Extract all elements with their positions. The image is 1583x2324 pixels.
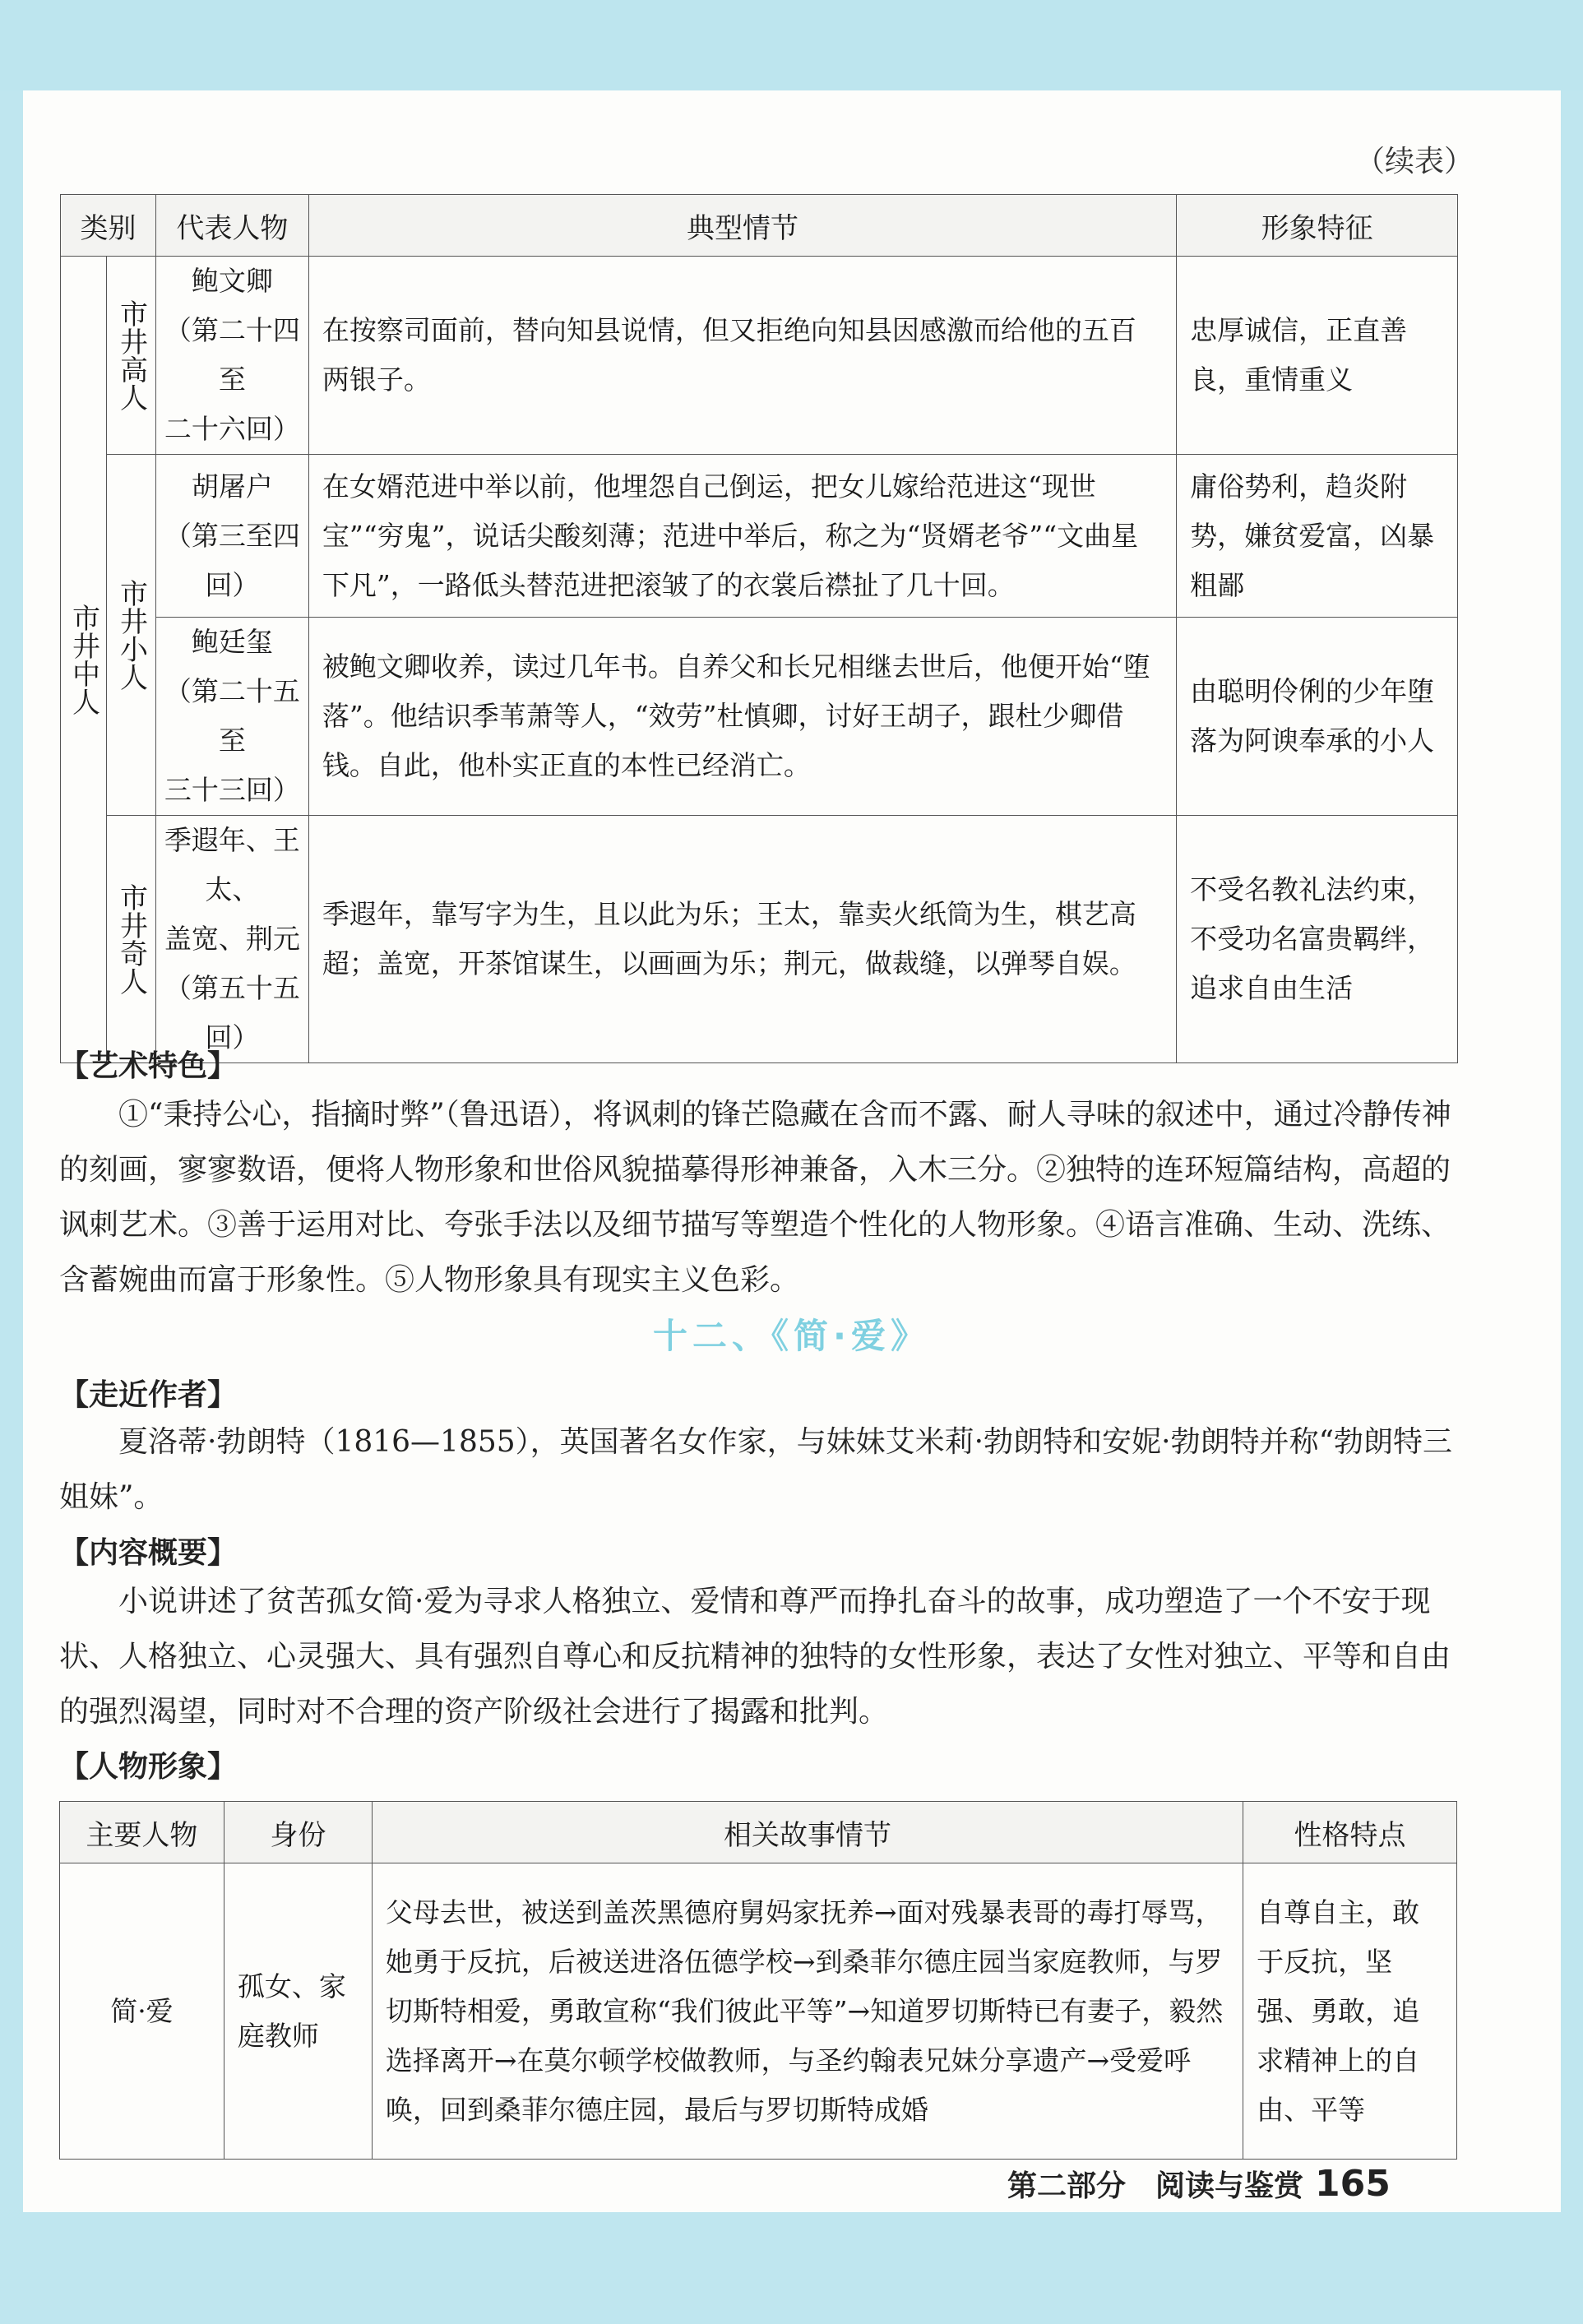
table-row bbox=[61, 618, 1458, 816]
person-chapters: 二十六回） bbox=[164, 413, 300, 445]
table-row bbox=[61, 816, 1458, 1063]
art-text: ①“秉持公心，指摘时弊”（鲁迅语），将讽刺的锋芒隐藏在含而不露、耐人寻味的叙述中，通过冷静传神的刻画，寥寥数语，便将人物形象和世俗风貌描摹得形神兼备，入木三分。②独特的连环短篇结构，高超的讽刺艺术。③善于运用对比、夸张手法以及细节描写等塑造个性化的人物形象。④语言准确、生动、洗练、含蓄婉曲而富于形象性。⑤人物形象具有现实主义色彩。 bbox=[59, 1098, 1451, 1297]
plot-cell: 季遐年，靠写字为生，且以此为乐；王太，靠卖火纸筒为生，棋艺高超；盖宽，开茶馆谋生，以画画为乐；荆元，做裁缝，以弹琴自娱。 bbox=[308, 816, 1176, 1063]
person-cell bbox=[155, 816, 308, 1063]
trait-cell: 由聪明伶俐的少年堕落为阿谀奉承的小人 bbox=[1177, 618, 1458, 816]
character-name-cell: 简·爱 bbox=[60, 1863, 224, 2160]
trait-cell: 忠厚诚信，正直善良，重情重义 bbox=[1177, 257, 1458, 455]
subcategory-cell bbox=[106, 816, 155, 1063]
header-trait: 形象特征 bbox=[1177, 195, 1458, 257]
author-paragraph bbox=[59, 1414, 1457, 1525]
continued-label: （续表） bbox=[1355, 145, 1474, 178]
person-cell bbox=[155, 257, 308, 455]
table-header-row bbox=[61, 195, 1458, 257]
person-name: 鲍文卿 bbox=[191, 265, 273, 297]
trait-cell: 不受名教礼法约束，不受功名富贵羁绊，追求自由生活 bbox=[1177, 816, 1458, 1063]
section-title: 十二、《简·爱》 bbox=[653, 1316, 930, 1356]
table-row bbox=[61, 455, 1458, 618]
table-row bbox=[60, 1863, 1457, 2160]
person-chapters: 三十三回） bbox=[164, 774, 300, 806]
summary-text: 小说讲述了贫苦孤女简·爱为寻求人格独立、爱情和尊严而挣扎奋斗的故事，成功塑造了一个不安于现状、人格独立、心灵强大、具有强烈自尊心和反抗精神的独特的女性形象，表达了女性对独立、平等和自由的强烈渴望，同时对不合理的资产阶级社会进行了揭露和批判。 bbox=[59, 1585, 1451, 1729]
characters-table-janeeyre bbox=[59, 1801, 1457, 2160]
subcategory-label: 市井小人 bbox=[114, 579, 148, 691]
header-person: 代表人物 bbox=[155, 195, 308, 257]
trait-cell: 庸俗势利，趋炎附势，嫌贫爱富，凶暴粗鄙 bbox=[1177, 455, 1458, 618]
story-cell: 父母去世，被送到盖茨黑德府舅妈家抚养→面对残暴表哥的毒打辱骂，她勇于反抗，后被送进洛伍德学校→到桑菲尔德庄园当家庭教师，与罗切斯特相爱，勇敢宣称“我们彼此平等”→知道罗切斯特已有妻子，毅然选择离开→在莫尔顿学校做教师，与圣约翰表兄妹分享遗产→受爱呼唤，回到桑菲尔德庄园，最后与罗切斯特成婚 bbox=[372, 1863, 1243, 2160]
table-header-row bbox=[60, 1802, 1457, 1863]
person-chapters: （第五十五回） bbox=[164, 972, 300, 1053]
person-name: 季遐年、王太、 bbox=[164, 824, 300, 905]
person-cell bbox=[155, 455, 308, 618]
header-plot: 典型情节 bbox=[308, 195, 1176, 257]
person-chapters: （第二十四至 bbox=[164, 314, 300, 396]
subcategory-cell bbox=[106, 257, 155, 455]
header-category: 类别 bbox=[61, 195, 156, 257]
plot-cell: 被鲍文卿收养，读过几年书。自养父和长兄相继去世后，他便开始“堕落”。他结识季苇萧等人，“效劳”杜慎卿，讨好王胡子，跟杜少卿借钱。自此，他朴实正直的本性已经消亡。 bbox=[308, 618, 1176, 816]
personality-cell: 自尊自主，敢于反抗，坚强、勇敢，追求精神上的自由、平等 bbox=[1243, 1863, 1457, 2160]
header-identity: 身份 bbox=[224, 1802, 372, 1863]
table-row bbox=[61, 257, 1458, 455]
summary-paragraph bbox=[59, 1574, 1457, 1739]
person-chapters: （第二十五至 bbox=[164, 675, 300, 757]
person-name: 胡屠户 bbox=[191, 470, 273, 502]
top-band bbox=[0, 0, 1583, 90]
header-personality: 性格特点 bbox=[1243, 1802, 1457, 1863]
art-paragraph bbox=[59, 1087, 1457, 1308]
person-name: 盖宽、荆元 bbox=[164, 923, 300, 955]
header-character: 主要人物 bbox=[60, 1802, 224, 1863]
author-text: 夏洛蒂·勃朗特（1816—1855），英国著名女作家，与妹妹艾米莉·勃朗特和安妮·勃朗特并称“勃朗特三姐妹”。 bbox=[59, 1425, 1452, 1514]
subcategory-label: 市井高人 bbox=[114, 299, 148, 411]
subcategory-cell bbox=[106, 455, 155, 816]
characters-heading: 【人物形象】 bbox=[59, 1750, 238, 1784]
person-chapters: （第三至四回） bbox=[164, 519, 300, 601]
page-number: 165 bbox=[1315, 2163, 1391, 2205]
bottom-band bbox=[0, 2212, 1583, 2324]
part-label: 第二部分 阅读与鉴赏 bbox=[1007, 2169, 1304, 2203]
category-label: 市井中人 bbox=[67, 604, 100, 715]
summary-heading: 【内容概要】 bbox=[59, 1536, 238, 1570]
author-heading: 【走近作者】 bbox=[59, 1378, 238, 1412]
header-story: 相关故事情节 bbox=[372, 1802, 1243, 1863]
plot-cell: 在女婿范进中举以前，他埋怨自己倒运，把女儿嫁给范进这“现世宝”“穷鬼”，说话尖酸刻薄；范进中举后，称之为“贤婿老爷”“文曲星下凡”，一路低头替范进把滚皱了的衣裳后襟扯了几十回。 bbox=[308, 455, 1176, 618]
subcategory-label: 市井奇人 bbox=[114, 883, 148, 995]
category-cell bbox=[61, 257, 107, 1063]
person-cell bbox=[155, 618, 308, 816]
plot-cell: 在按察司面前，替向知县说情，但又拒绝向知县因感激而给他的五百两银子。 bbox=[308, 257, 1176, 455]
characters-table-rulin bbox=[60, 194, 1458, 1063]
person-name: 鲍廷玺 bbox=[191, 626, 273, 658]
page-footer bbox=[1007, 2163, 1391, 2205]
art-heading: 【艺术特色】 bbox=[59, 1049, 238, 1083]
identity-cell: 孤女、家庭教师 bbox=[224, 1863, 372, 2160]
